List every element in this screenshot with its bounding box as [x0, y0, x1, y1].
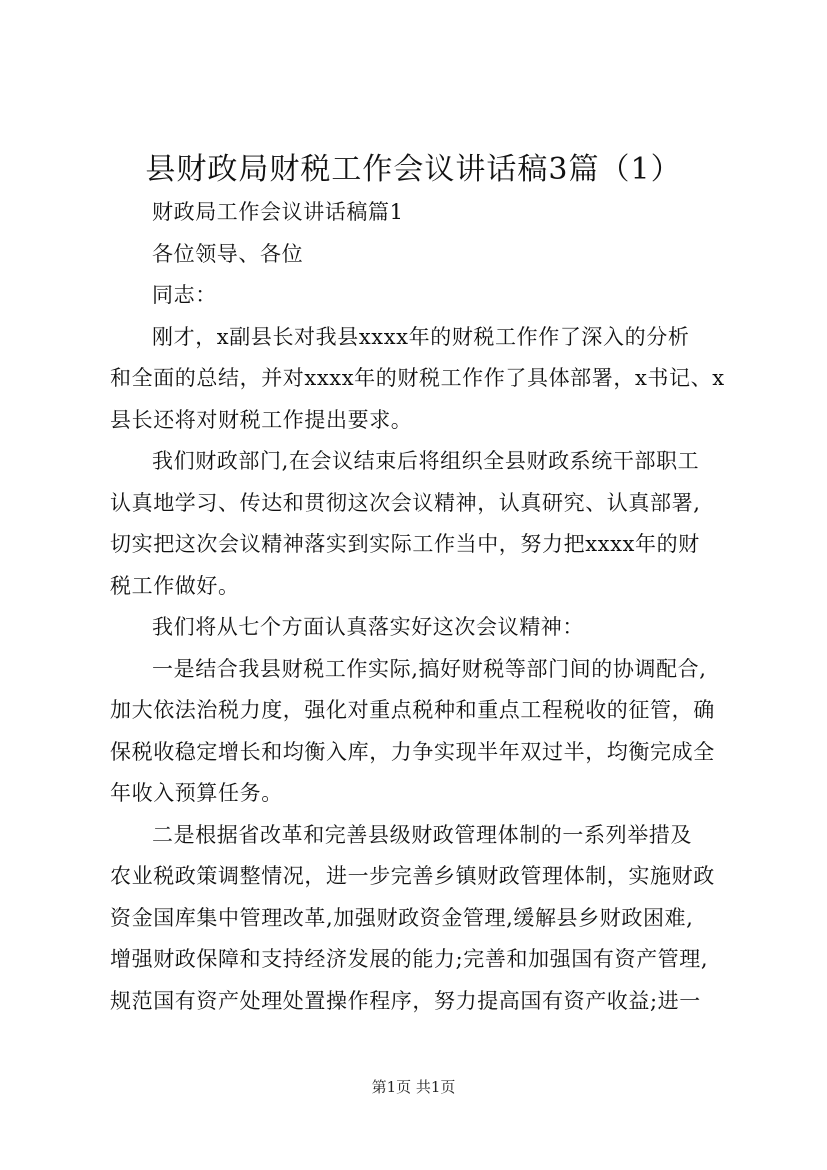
paragraph-line: 刚才，x副县长对我县xxxx年的财税工作作了深入的分析 [152, 324, 690, 349]
paragraph-line: 县长还将对财税工作提出要求。 [110, 407, 413, 432]
paragraph-line: 年收入预算任务。 [110, 781, 283, 805]
paragraph-line: 认真地学习、传达和贯彻这次会议精神，认真研究、认真部署, [110, 490, 701, 515]
paragraph-line: 一是结合我县财税工作实际,搞好财税等部门间的协调配合, [152, 656, 707, 681]
paragraph-line: 增强财政保障和支持经济发展的能力;完善和加强国有资产管理, [110, 947, 709, 971]
paragraph-line: 我们将从七个方面认真落实好这次会议精神： [152, 615, 584, 639]
paragraph-line: 资金国库集中管理改革,加强财政资金管理,缓解县乡财政困难, [110, 905, 694, 930]
paragraph-line: 规范国有资产处理处置操作程序，努力提高国有资产收益;进一 [110, 988, 701, 1013]
salutation-line: 同志： [152, 283, 217, 307]
document-title: 县财政局财税工作会议讲话稿3篇（1） [145, 152, 682, 187]
paragraph-line: 和全面的总结，并对xxxx年的财税工作作了具体部署，x书记、x [110, 366, 725, 390]
paragraph-line: 加大依法治税力度，强化对重点税种和重点工程税收的征管，确 [110, 698, 715, 722]
salutation-line: 各位领导、各位 [152, 241, 304, 266]
paragraph-line: 切实把这次会议精神落实到实际工作当中，努力把xxxx年的财 [110, 532, 700, 556]
paragraph-line: 税工作做好。 [110, 573, 240, 598]
paragraph-line: 农业税政策调整情况，进一步完善乡镇财政管理体制，实施财政 [110, 864, 715, 888]
paragraph-line: 保税收稳定增长和均衡入库，力争实现半年双过半，均衡完成全 [110, 739, 715, 764]
page-number-footer: 第1页 共1页 [371, 1078, 456, 1096]
document-body [110, 192, 750, 1022]
paragraph-line: 我们财政部门,在会议结束后将组织全县财政系统干部职工 [152, 449, 700, 473]
section-heading: 财政局工作会议讲话稿篇1 [152, 200, 404, 224]
paragraph-line: 二是根据省改革和完善县级财政管理体制的一系列举措及 [152, 822, 692, 847]
